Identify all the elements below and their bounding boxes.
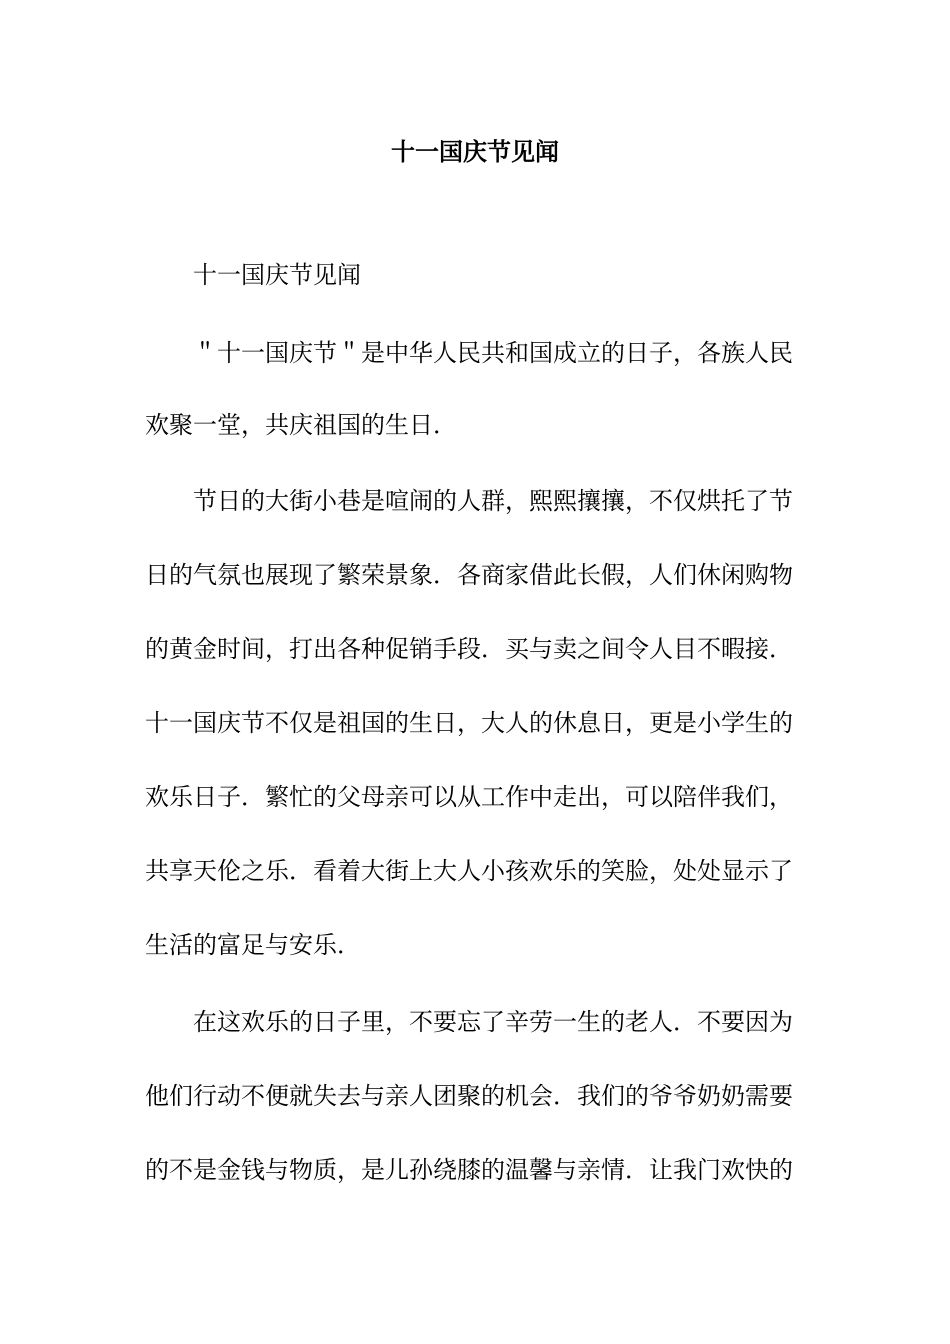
document-title: 十一国庆节见闻 xyxy=(391,137,559,166)
paragraph-line: 欢乐日子．繁忙的父母亲可以从工作中走出，可以陪伴我们， xyxy=(145,783,793,811)
paragraph-line: 他们行动不便就失去与亲人团聚的机会．我们的爷爷奶奶需要 xyxy=(145,1082,793,1110)
paragraph-line: ＂十一国庆节＂是中华人民共和国成立的日子，各族人民 xyxy=(193,339,793,367)
paragraph-line: 生活的富足与安乐． xyxy=(145,931,361,959)
paragraph-line: 共享天伦之乐．看着大街上大人小孩欢乐的笑脸，处处显示了 xyxy=(145,857,793,885)
subtitle-line: 十一国庆节见闻 xyxy=(193,261,361,289)
paragraph-line: 十一国庆节不仅是祖国的生日，大人的休息日，更是小学生的 xyxy=(145,709,793,737)
paragraph-line: 的不是金钱与物质，是儿孙绕膝的温馨与亲情．让我门欢快的 xyxy=(145,1156,793,1184)
paragraph-line: 在这欢乐的日子里，不要忘了辛劳一生的老人．不要因为 xyxy=(193,1008,793,1036)
paragraph-line: 的黄金时间，打出各种促销手段．买与卖之间令人目不暇接． xyxy=(145,635,793,663)
paragraph-line: 欢聚一堂，共庆祖国的生日． xyxy=(145,411,457,439)
paragraph-line: 节日的大街小巷是喧闹的人群，熙熙攘攘，不仅烘托了节 xyxy=(193,487,793,515)
paragraph-line: 日的气氛也展现了繁荣景象．各商家借此长假，人们休闲购物 xyxy=(145,561,793,589)
